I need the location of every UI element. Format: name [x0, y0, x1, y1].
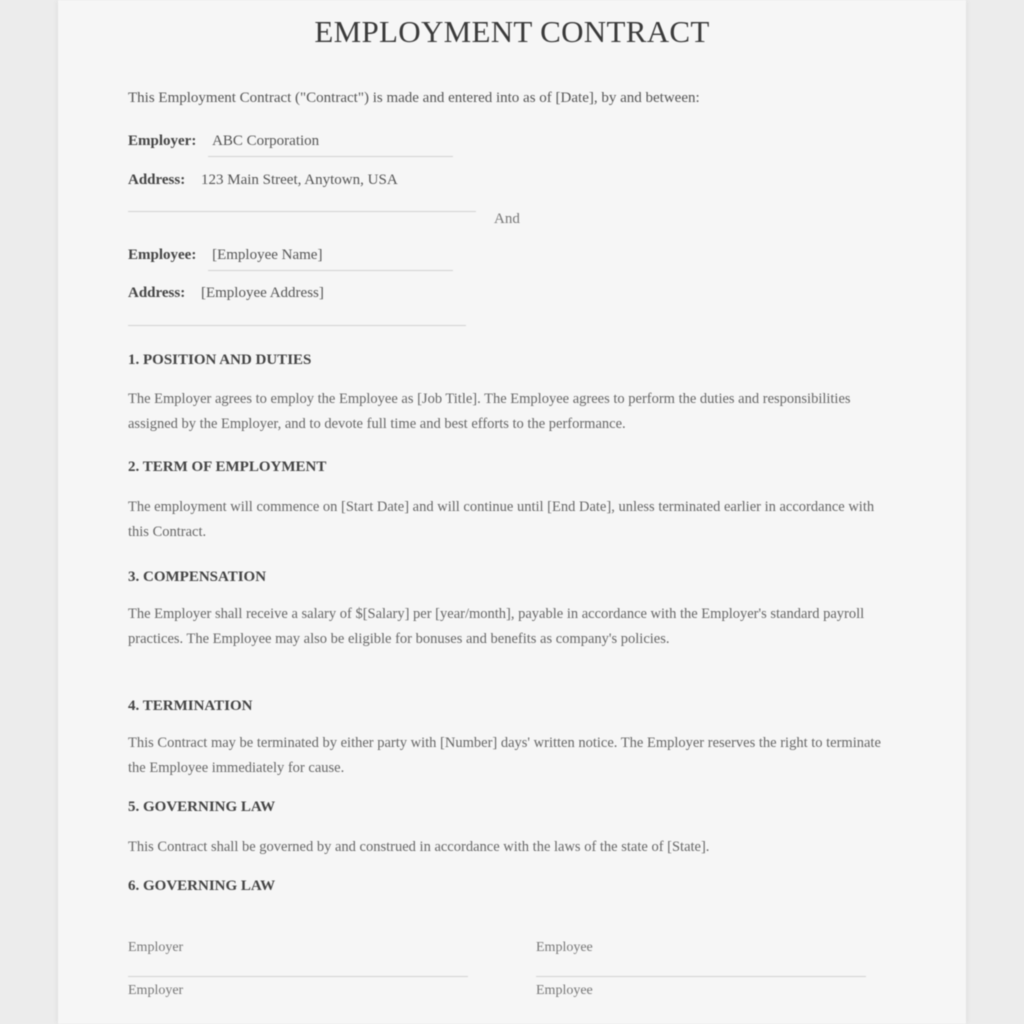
signature-label-employer: Employer	[128, 940, 184, 955]
employee-address-value: [Employee Address]	[200, 285, 324, 301]
intro-text: This Employment Contract ("Contract") is made and entered into as of [Date], by and between:	[128, 90, 700, 106]
section-heading: 5. GOVERNING LAW	[128, 799, 276, 815]
section-body: The Employer agrees to employ the Employee as [Job Title]. The Employee agrees to perform the duties and responsibilities assigned by the Employer, and to devote full time and best efforts to the performance.	[128, 391, 851, 432]
employee-address-underline	[128, 325, 466, 326]
section-body: This Contract shall be governed by and construed in accordance with the laws of the state of [State].	[128, 839, 710, 855]
employee-row	[128, 247, 322, 264]
document-title: EMPLOYMENT CONTRACT	[314, 14, 710, 49]
signature-label-employee: Employee	[536, 940, 593, 955]
section-heading: 1. POSITION AND DUTIES	[128, 352, 312, 368]
section-body: The employment will commence on [Start Date] and will continue until [End Date], unless terminated earlier in accordance with this Contract.	[128, 499, 875, 540]
employee-underline	[208, 270, 453, 271]
signature-line	[128, 976, 468, 977]
and-separator: And	[494, 211, 520, 227]
employer-underline	[208, 156, 453, 157]
signature-label-employer: Employer	[128, 983, 184, 998]
employee-value: [Employee Name]	[212, 247, 323, 263]
section-heading: 3. COMPENSATION	[128, 569, 267, 585]
employer-address-row	[128, 172, 398, 189]
section-heading: 4. TERMINATION	[128, 698, 253, 714]
employer-label: Employer:	[128, 133, 197, 149]
employer-value: ABC Corporation	[212, 133, 320, 149]
signature-line	[536, 976, 866, 977]
employer-address-value: 123 Main Street, Anytown, USA	[200, 172, 398, 188]
employer-address-label: Address:	[128, 172, 186, 188]
employee-address-label: Address:	[128, 285, 186, 301]
section-heading: 6. GOVERNING LAW	[128, 878, 276, 894]
employee-label: Employee:	[128, 247, 197, 263]
contract-page	[58, 0, 966, 1024]
section-body: The Employer shall receive a salary of $[Salary] per [year/month], payable in accordance with the Employer's standard payroll practices. The Employee may also be eligible for bonuses and benefits as company's policies.	[128, 606, 865, 647]
employer-row	[128, 133, 319, 150]
signature-label-employee: Employee	[536, 983, 593, 998]
section-body: This Contract may be terminated by either party with [Number] days' written notice. The Employer reserves the right to terminate the Employee immediately for cause.	[128, 735, 881, 776]
employer-address-underline	[128, 211, 476, 212]
section-heading: 2. TERM OF EMPLOYMENT	[128, 459, 327, 475]
employee-address-row	[128, 285, 324, 302]
